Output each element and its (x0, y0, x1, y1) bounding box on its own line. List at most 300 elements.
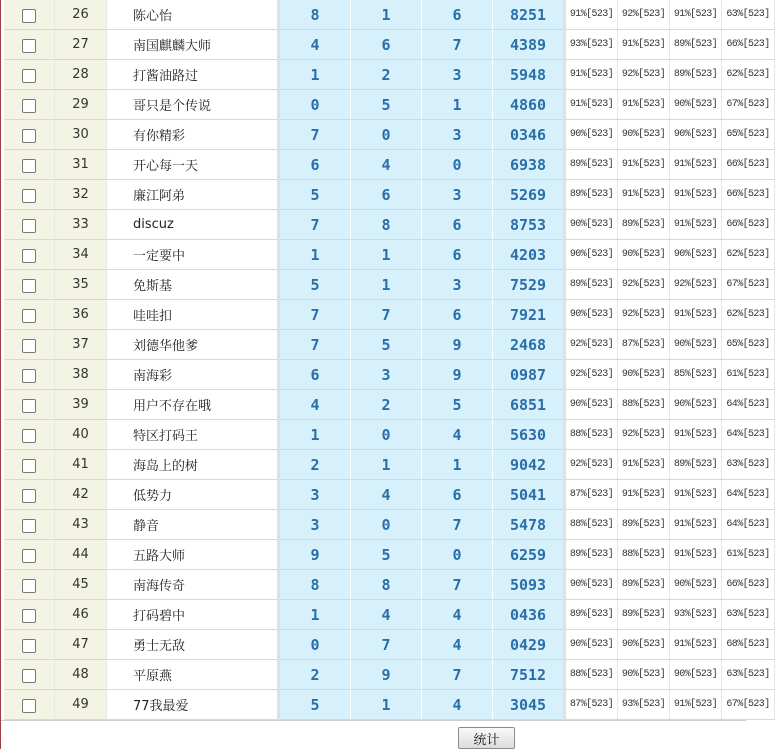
percentage-cell: 90%[523] (618, 360, 670, 390)
row-number: 32 (55, 180, 107, 210)
row-select-cell (4, 150, 55, 180)
digit-cell: 1 (351, 0, 422, 30)
digit-cell: 1 (422, 450, 493, 480)
digit-cell: 6 (422, 210, 493, 240)
code-cell: 4860 (493, 90, 565, 120)
row-number: 34 (55, 240, 107, 270)
table-row (4, 360, 775, 390)
row-checkbox[interactable] (22, 459, 36, 473)
table-row (4, 240, 775, 270)
row-checkbox[interactable] (22, 579, 36, 593)
code-cell: 7529 (493, 270, 565, 300)
percentage-cell: 90%[523] (565, 570, 618, 600)
code-cell: 6938 (493, 150, 565, 180)
row-select-cell (4, 270, 55, 300)
percentage-cell: 64%[523] (722, 390, 775, 420)
percentage-cell: 89%[523] (618, 600, 670, 630)
table-row (4, 450, 775, 480)
digit-cell: 2 (279, 450, 351, 480)
code-cell: 8753 (493, 210, 565, 240)
user-name: 开心每一天 (107, 150, 279, 180)
digit-cell: 4 (422, 600, 493, 630)
percentage-cell: 67%[523] (722, 270, 775, 300)
percentage-cell: 64%[523] (722, 480, 775, 510)
row-number: 33 (55, 210, 107, 240)
digit-cell: 8 (351, 570, 422, 600)
row-number: 37 (55, 330, 107, 360)
digit-cell: 1 (279, 420, 351, 450)
row-number: 26 (55, 0, 107, 30)
percentage-cell: 89%[523] (670, 30, 722, 60)
row-checkbox[interactable] (22, 9, 36, 23)
user-name: 打码碧中 (107, 600, 279, 630)
percentage-cell: 89%[523] (670, 450, 722, 480)
digit-cell: 0 (279, 90, 351, 120)
percentage-cell: 91%[523] (618, 30, 670, 60)
row-checkbox[interactable] (22, 249, 36, 263)
digit-cell: 7 (279, 300, 351, 330)
user-name: 哇哇扣 (107, 300, 279, 330)
user-name: 特区打码王 (107, 420, 279, 450)
code-cell: 6259 (493, 540, 565, 570)
row-number: 31 (55, 150, 107, 180)
user-name: 海岛上的树 (107, 450, 279, 480)
digit-cell: 3 (351, 360, 422, 390)
row-select-cell (4, 390, 55, 420)
digit-cell: 6 (422, 240, 493, 270)
row-checkbox[interactable] (22, 309, 36, 323)
percentage-cell: 91%[523] (565, 0, 618, 30)
row-checkbox[interactable] (22, 549, 36, 563)
table-row (4, 660, 775, 690)
row-checkbox[interactable] (22, 429, 36, 443)
digit-cell: 8 (279, 0, 351, 30)
percentage-cell: 90%[523] (670, 660, 722, 690)
digit-cell: 3 (422, 60, 493, 90)
table-row (4, 540, 775, 570)
row-checkbox[interactable] (22, 129, 36, 143)
table-row (4, 120, 775, 150)
percentage-cell: 68%[523] (722, 630, 775, 660)
percentage-cell: 90%[523] (670, 240, 722, 270)
row-checkbox[interactable] (22, 219, 36, 233)
row-select-cell (4, 480, 55, 510)
row-number: 35 (55, 270, 107, 300)
code-cell: 5478 (493, 510, 565, 540)
row-select-cell (4, 30, 55, 60)
percentage-cell: 88%[523] (565, 510, 618, 540)
table-row (4, 690, 775, 720)
digit-cell: 6 (351, 30, 422, 60)
row-select-cell (4, 510, 55, 540)
percentage-cell: 66%[523] (722, 180, 775, 210)
digit-cell: 2 (351, 60, 422, 90)
digit-cell: 6 (279, 150, 351, 180)
user-name: 南海传奇 (107, 570, 279, 600)
percentage-cell: 91%[523] (618, 450, 670, 480)
digit-cell: 5 (279, 270, 351, 300)
digit-cell: 7 (279, 120, 351, 150)
entries-table-body (4, 0, 775, 720)
row-number: 48 (55, 660, 107, 690)
row-number: 42 (55, 480, 107, 510)
row-select-cell (4, 540, 55, 570)
user-name: 低势力 (107, 480, 279, 510)
percentage-cell: 93%[523] (618, 690, 670, 720)
percentage-cell: 64%[523] (722, 510, 775, 540)
entries-table (4, 0, 775, 720)
digit-cell: 1 (351, 240, 422, 270)
percentage-cell: 65%[523] (722, 330, 775, 360)
percentage-cell: 88%[523] (618, 540, 670, 570)
digit-cell: 3 (279, 510, 351, 540)
code-cell: 4389 (493, 30, 565, 60)
code-cell: 5269 (493, 180, 565, 210)
digit-cell: 4 (351, 600, 422, 630)
user-name: 廉江阿弟 (107, 180, 279, 210)
user-name: 用户不存在哦 (107, 390, 279, 420)
row-checkbox[interactable] (22, 279, 36, 293)
percentage-cell: 89%[523] (565, 540, 618, 570)
percentage-cell: 88%[523] (618, 390, 670, 420)
code-cell: 5630 (493, 420, 565, 450)
percentage-cell: 89%[523] (565, 270, 618, 300)
row-checkbox[interactable] (22, 609, 36, 623)
percentage-cell: 90%[523] (618, 120, 670, 150)
code-cell: 5041 (493, 480, 565, 510)
digit-cell: 1 (279, 60, 351, 90)
row-checkbox[interactable] (22, 189, 36, 203)
digit-cell: 4 (422, 690, 493, 720)
code-cell: 9042 (493, 450, 565, 480)
row-checkbox[interactable] (22, 399, 36, 413)
digit-cell: 8 (351, 210, 422, 240)
percentage-cell: 90%[523] (670, 330, 722, 360)
percentage-cell: 62%[523] (722, 240, 775, 270)
percentage-cell: 91%[523] (670, 300, 722, 330)
digit-cell: 9 (279, 540, 351, 570)
digit-cell: 2 (279, 660, 351, 690)
row-select-cell (4, 450, 55, 480)
percentage-cell: 91%[523] (670, 630, 722, 660)
code-cell: 3045 (493, 690, 565, 720)
digit-cell: 4 (422, 630, 493, 660)
percentage-cell: 88%[523] (565, 420, 618, 450)
percentage-cell: 90%[523] (618, 660, 670, 690)
user-name: 一定要中 (107, 240, 279, 270)
digit-cell: 5 (351, 540, 422, 570)
row-checkbox[interactable] (22, 489, 36, 503)
digit-cell: 1 (351, 690, 422, 720)
digit-cell: 4 (422, 420, 493, 450)
digit-cell: 0 (351, 510, 422, 540)
percentage-cell: 92%[523] (618, 420, 670, 450)
percentage-cell: 65%[523] (722, 120, 775, 150)
user-name: 南国麒麟大师 (107, 30, 279, 60)
table-row (4, 390, 775, 420)
row-checkbox[interactable] (22, 39, 36, 53)
row-select-cell (4, 660, 55, 690)
digit-cell: 8 (279, 570, 351, 600)
row-select-cell (4, 330, 55, 360)
digit-cell: 4 (351, 150, 422, 180)
percentage-cell: 90%[523] (565, 210, 618, 240)
digit-cell: 7 (422, 570, 493, 600)
percentage-cell: 91%[523] (670, 210, 722, 240)
row-select-cell (4, 120, 55, 150)
percentage-cell: 92%[523] (618, 270, 670, 300)
code-cell: 5948 (493, 60, 565, 90)
row-number: 29 (55, 90, 107, 120)
user-name: 陈心怡 (107, 0, 279, 30)
percentage-cell: 91%[523] (670, 180, 722, 210)
user-name: 免斯基 (107, 270, 279, 300)
digit-cell: 7 (279, 210, 351, 240)
percentage-cell: 90%[523] (670, 120, 722, 150)
row-select-cell (4, 300, 55, 330)
digit-cell: 0 (351, 420, 422, 450)
code-cell: 7921 (493, 300, 565, 330)
percentage-cell: 66%[523] (722, 210, 775, 240)
row-select-cell (4, 690, 55, 720)
digit-cell: 5 (279, 690, 351, 720)
digit-cell: 0 (351, 120, 422, 150)
percentage-cell: 85%[523] (670, 360, 722, 390)
percentage-cell: 91%[523] (670, 0, 722, 30)
row-select-cell (4, 570, 55, 600)
user-name: discuz (107, 210, 279, 240)
percentage-cell: 66%[523] (722, 30, 775, 60)
row-number: 45 (55, 570, 107, 600)
digit-cell: 5 (279, 180, 351, 210)
table-row (4, 30, 775, 60)
percentage-cell: 87%[523] (618, 330, 670, 360)
row-select-cell (4, 600, 55, 630)
digit-cell: 1 (279, 240, 351, 270)
code-cell: 4203 (493, 240, 565, 270)
row-number: 44 (55, 540, 107, 570)
percentage-cell: 93%[523] (670, 600, 722, 630)
row-number: 27 (55, 30, 107, 60)
percentage-cell: 89%[523] (618, 570, 670, 600)
digit-cell: 1 (279, 600, 351, 630)
row-checkbox[interactable] (22, 339, 36, 353)
percentage-cell: 90%[523] (565, 120, 618, 150)
percentage-cell: 88%[523] (565, 660, 618, 690)
row-select-cell (4, 630, 55, 660)
percentage-cell: 87%[523] (565, 480, 618, 510)
user-name: 有你精彩 (107, 120, 279, 150)
code-cell: 8251 (493, 0, 565, 30)
user-name: 五路大师 (107, 540, 279, 570)
percentage-cell: 61%[523] (722, 540, 775, 570)
digit-cell: 9 (422, 360, 493, 390)
percentage-cell: 63%[523] (722, 600, 775, 630)
percentage-cell: 91%[523] (670, 510, 722, 540)
row-number: 40 (55, 420, 107, 450)
digit-cell: 5 (422, 390, 493, 420)
percentage-cell: 89%[523] (565, 600, 618, 630)
table-row (4, 90, 775, 120)
digit-cell: 2 (351, 390, 422, 420)
percentage-cell: 90%[523] (565, 300, 618, 330)
row-select-cell (4, 180, 55, 210)
row-number: 28 (55, 60, 107, 90)
row-number: 38 (55, 360, 107, 390)
row-number: 39 (55, 390, 107, 420)
percentage-cell: 61%[523] (722, 360, 775, 390)
percentage-cell: 89%[523] (565, 180, 618, 210)
table-row (4, 420, 775, 450)
table-row (4, 510, 775, 540)
row-checkbox[interactable] (22, 159, 36, 173)
percentage-cell: 91%[523] (670, 150, 722, 180)
row-select-cell (4, 60, 55, 90)
row-number: 30 (55, 120, 107, 150)
user-name: 打酱油路过 (107, 60, 279, 90)
percentage-cell: 90%[523] (565, 240, 618, 270)
digit-cell: 1 (351, 270, 422, 300)
percentage-cell: 91%[523] (618, 90, 670, 120)
percentage-cell: 67%[523] (722, 690, 775, 720)
digit-cell: 4 (279, 30, 351, 60)
digit-cell: 6 (351, 180, 422, 210)
percentage-cell: 63%[523] (722, 660, 775, 690)
row-checkbox[interactable] (22, 69, 36, 83)
table-row (4, 150, 775, 180)
table-row (4, 600, 775, 630)
percentage-cell: 90%[523] (670, 570, 722, 600)
digit-cell: 7 (351, 300, 422, 330)
digit-cell: 5 (351, 330, 422, 360)
percentage-cell: 91%[523] (618, 480, 670, 510)
row-number: 47 (55, 630, 107, 660)
stat-button[interactable]: 统计 (458, 727, 515, 749)
percentage-cell: 64%[523] (722, 420, 775, 450)
table-row (4, 210, 775, 240)
code-cell: 0436 (493, 600, 565, 630)
percentage-cell: 92%[523] (565, 360, 618, 390)
percentage-cell: 89%[523] (618, 210, 670, 240)
digit-cell: 0 (422, 150, 493, 180)
table-row (4, 630, 775, 660)
percentage-cell: 91%[523] (670, 540, 722, 570)
row-select-cell (4, 420, 55, 450)
percentage-cell: 90%[523] (618, 240, 670, 270)
percentage-cell: 92%[523] (618, 0, 670, 30)
percentage-cell: 92%[523] (565, 330, 618, 360)
digit-cell: 6 (422, 300, 493, 330)
digit-cell: 0 (422, 540, 493, 570)
table-row (4, 570, 775, 600)
digit-cell: 3 (279, 480, 351, 510)
code-cell: 5093 (493, 570, 565, 600)
row-select-cell (4, 360, 55, 390)
percentage-cell: 92%[523] (618, 300, 670, 330)
digit-cell: 7 (279, 330, 351, 360)
row-number: 41 (55, 450, 107, 480)
percentage-cell: 90%[523] (565, 630, 618, 660)
row-number: 36 (55, 300, 107, 330)
digit-cell: 1 (351, 450, 422, 480)
percentage-cell: 92%[523] (670, 270, 722, 300)
digit-cell: 7 (422, 510, 493, 540)
digit-cell: 6 (422, 0, 493, 30)
digit-cell: 7 (422, 30, 493, 60)
digit-cell: 7 (351, 630, 422, 660)
row-select-cell (4, 90, 55, 120)
row-number: 49 (55, 690, 107, 720)
digit-cell: 7 (422, 660, 493, 690)
percentage-cell: 91%[523] (565, 60, 618, 90)
table-row (4, 60, 775, 90)
digit-cell: 4 (351, 480, 422, 510)
code-cell: 7512 (493, 660, 565, 690)
user-name: 静音 (107, 510, 279, 540)
digit-cell: 1 (422, 90, 493, 120)
code-cell: 0987 (493, 360, 565, 390)
digit-cell: 5 (351, 90, 422, 120)
user-name: 哥只是个传说 (107, 90, 279, 120)
row-checkbox[interactable] (22, 699, 36, 713)
code-cell: 0429 (493, 630, 565, 660)
percentage-cell: 67%[523] (722, 90, 775, 120)
percentage-cell: 90%[523] (670, 390, 722, 420)
table-row (4, 480, 775, 510)
percentage-cell: 90%[523] (670, 90, 722, 120)
percentage-cell: 89%[523] (670, 60, 722, 90)
percentage-cell: 91%[523] (670, 480, 722, 510)
row-checkbox[interactable] (22, 99, 36, 113)
digit-cell: 9 (422, 330, 493, 360)
table-row (4, 180, 775, 210)
digit-cell: 6 (422, 480, 493, 510)
code-cell: 0346 (493, 120, 565, 150)
digit-cell: 4 (279, 390, 351, 420)
code-cell: 6851 (493, 390, 565, 420)
percentage-cell: 89%[523] (618, 510, 670, 540)
percentage-cell: 89%[523] (565, 150, 618, 180)
percentage-cell: 91%[523] (618, 180, 670, 210)
row-number: 43 (55, 510, 107, 540)
table-row (4, 300, 775, 330)
row-checkbox[interactable] (22, 639, 36, 653)
row-select-cell (4, 0, 55, 30)
row-select-cell (4, 210, 55, 240)
percentage-cell: 90%[523] (618, 630, 670, 660)
row-checkbox[interactable] (22, 369, 36, 383)
percentage-cell: 66%[523] (722, 570, 775, 600)
digit-cell: 3 (422, 270, 493, 300)
percentage-cell: 87%[523] (565, 690, 618, 720)
row-checkbox[interactable] (22, 669, 36, 683)
digit-cell: 0 (279, 630, 351, 660)
user-name: 勇士无敌 (107, 630, 279, 660)
percentage-cell: 63%[523] (722, 450, 775, 480)
user-name: 刘德华他爹 (107, 330, 279, 360)
percentage-cell: 91%[523] (670, 420, 722, 450)
code-cell: 2468 (493, 330, 565, 360)
table-row (4, 330, 775, 360)
row-checkbox[interactable] (22, 519, 36, 533)
digit-cell: 3 (422, 180, 493, 210)
row-number: 46 (55, 600, 107, 630)
digit-cell: 9 (351, 660, 422, 690)
percentage-cell: 90%[523] (565, 390, 618, 420)
footer-bar (1, 720, 746, 750)
digit-cell: 3 (422, 120, 493, 150)
table-row (4, 0, 775, 30)
